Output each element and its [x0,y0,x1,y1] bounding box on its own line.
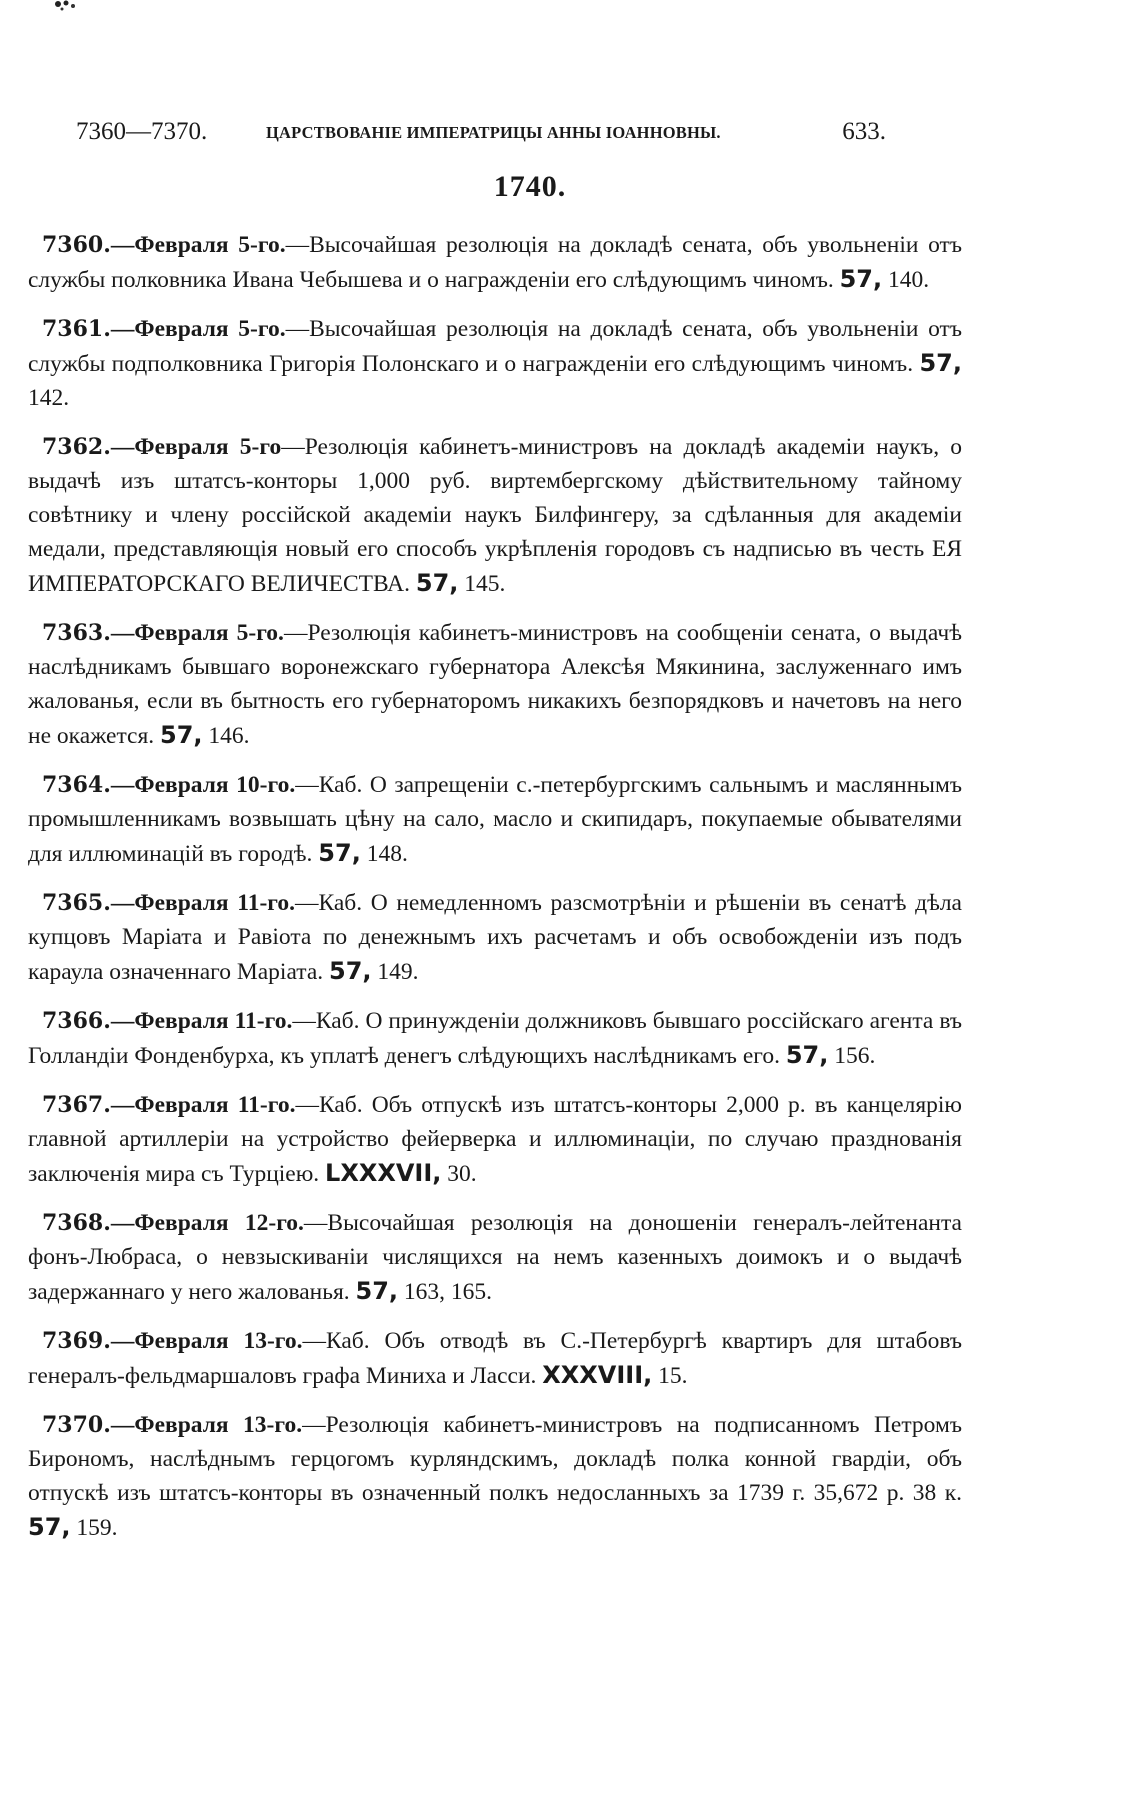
entry-7365 [28,886,962,989]
entry-text: —Высочайшая резолюція на докладѣ сената, объ увольненіи отъ службы подполковника Григорія Полонскаго и о награжденіи его слѣдующимъ чиномъ. [28,316,962,377]
entry-text: —Каб. О принужденіи должниковъ бывшаго россійскаго агента въ Голландіи Фонденбурха, къ уплатѣ денегъ слѣдующихъ наслѣдникамъ его. [28,1008,962,1069]
entry-7367 [28,1088,962,1191]
entry-7360 [28,228,962,297]
entry-7370 [28,1408,962,1545]
entry-text: —Каб. Объ отпускѣ изъ штатсъ-конторы 2,000 р. въ канцелярію главной артиллеріи на устройство фейерверка и иллюминаціи, по случаю празднованія заключенія мира съ Турціею. [28,1092,962,1187]
entry-list [28,228,962,1560]
entry-date: —Февраля 5-го. [110,316,286,342]
volume-ref: 57, [160,721,203,749]
volume-ref: 57, [785,1041,829,1069]
entry-date: —Февраля 13-го. [110,1412,303,1438]
volume-ref: 57, [318,839,361,867]
page-ref: 159. [76,1515,118,1541]
entry-7369 [28,1324,962,1393]
page-ref: 149. [377,959,419,985]
running-header [76,118,886,158]
entry-text: —Каб. О запрещеніи с.-петербургскимъ сальнымъ и масляннымъ промышленникамъ возвышать цѣну на сало, масло и скипидаръ, покупаемые обывателями для иллюминацій въ городѣ. [28,772,962,867]
year-heading: 1740. [493,170,567,203]
volume-ref: 57, [919,349,962,377]
entry-date: —Февраля 11-го. [110,890,295,916]
page-ref: 163, 165. [403,1279,493,1305]
entry-date: —Февраля 12-го. [110,1210,304,1236]
page-number: 633. [842,118,886,145]
header-title: ЦАРСТВОВАНІЕ ИМПЕРАТРИЦЫ АННЫ ІОАННОВНЫ. [266,123,721,142]
volume-ref: 57, [355,1277,399,1305]
page-ref: 15. [658,1363,688,1389]
entry-text: —Резолюція кабинетъ-министровъ на сообщеніи сената, о выдачѣ наслѣдникамъ бывшаго воронежскаго губернатора Алексѣя Мякинина, заслуженнаго имъ жалованья, если въ бытность его губернаторомъ никакихъ безпорядковъ и начетовъ на него не окажется. [28,620,962,749]
entry-number: 7365. [42,890,111,916]
entry-date: —Февраля 5-го [110,434,282,460]
page-ref: 148. [366,841,408,867]
entry-number: 7370. [42,1412,111,1438]
entry-7363 [28,616,962,753]
entry-7366 [28,1004,962,1073]
entry-7364 [28,768,962,871]
ink-blot-mark [40,0,100,14]
entry-number: 7363. [42,620,111,646]
entry-date: —Февраля 13-го. [110,1328,303,1354]
volume-ref: LXXXVII, [325,1159,442,1187]
entry-text: —Резолюція кабинетъ-министровъ на докладѣ академіи наукъ, о выдачѣ изъ штатсъ-конторы 1,000 руб. виртембергскому дѣйствительному тайному совѣтнику и члену россійской академіи наукъ Билфингеру, за сдѣланныя для академіи медали, представляющія новый его способъ укрѣпленія городовъ съ надписью въ честь ЕЯ ИМПЕРАТОРСКАГО ВЕЛИЧЕСТВА. [28,434,962,597]
entry-date: —Февраля 10-го. [110,772,296,798]
entry-range: 7360—7370. [76,118,208,145]
page-ref: 142. [28,385,70,411]
volume-ref: XXXVIII, [542,1361,653,1389]
entry-number: 7369. [42,1328,111,1354]
page-ref: 156. [834,1043,876,1069]
entry-number: 7368. [42,1210,111,1236]
page-ref: 146. [208,723,250,749]
entry-number: 7362. [42,434,111,460]
entry-7361 [28,312,962,415]
entry-number: 7367. [42,1092,111,1118]
entry-text: —Резолюція кабинетъ-министровъ на подписанномъ Петромъ Бирономъ, наслѣднымъ герцогомъ курляндскимъ, докладѣ полка конной гвардіи, объ отпускѣ изъ штатсъ-конторы въ означенный полкъ недосланныхъ за 1739 г. 35,672 р. 38 к. [28,1412,962,1506]
volume-ref: 57, [28,1513,71,1541]
entry-7368 [28,1206,962,1309]
entry-text: —Высочайшая резолюція на докладѣ сената, объ увольненіи отъ службы полковника Ивана Чебышева и о награжденіи его слѣдующимъ чиномъ. [28,232,962,293]
entry-text: —Высочайшая резолюція на доношеніи генералъ-лейтенанта фонъ-Любраса, о невзыскиваніи числящихся на немъ казенныхъ доимокъ и о выдачѣ задержаннаго у него жалованья. [28,1210,962,1305]
entry-number: 7366. [42,1008,111,1034]
page-ref: 140. [888,267,930,293]
entry-date: —Февраля 11-го. [110,1008,293,1034]
entry-date: —Февраля 11-го. [110,1092,296,1118]
entry-number: 7361. [42,316,111,342]
entry-date: —Февраля 5-го. [110,620,284,646]
volume-ref: 57, [839,265,883,293]
entry-7362 [28,430,962,601]
entry-number: 7360. [42,232,111,258]
page-ref: 30. [447,1161,477,1187]
entry-number: 7364. [42,772,111,798]
entry-text: —Каб. Объ отводѣ въ С.-Петербургѣ квартиръ для штабовъ генералъ-фельдмаршаловъ графа Миниха и Ласси. [28,1328,962,1389]
page-ref: 145. [464,571,506,597]
entry-date: —Февраля 5-го. [110,232,286,258]
entry-text: —Каб. О немедленномъ разсмотрѣніи и рѣшеніи въ сенатѣ дѣла купцовъ Маріата и Равіота по денежнымъ ихъ расчетамъ и объ освобожденіи изъ подъ караула означеннаго Маріата. [28,890,962,985]
volume-ref: 57, [329,957,372,985]
volume-ref: 57, [415,569,459,597]
